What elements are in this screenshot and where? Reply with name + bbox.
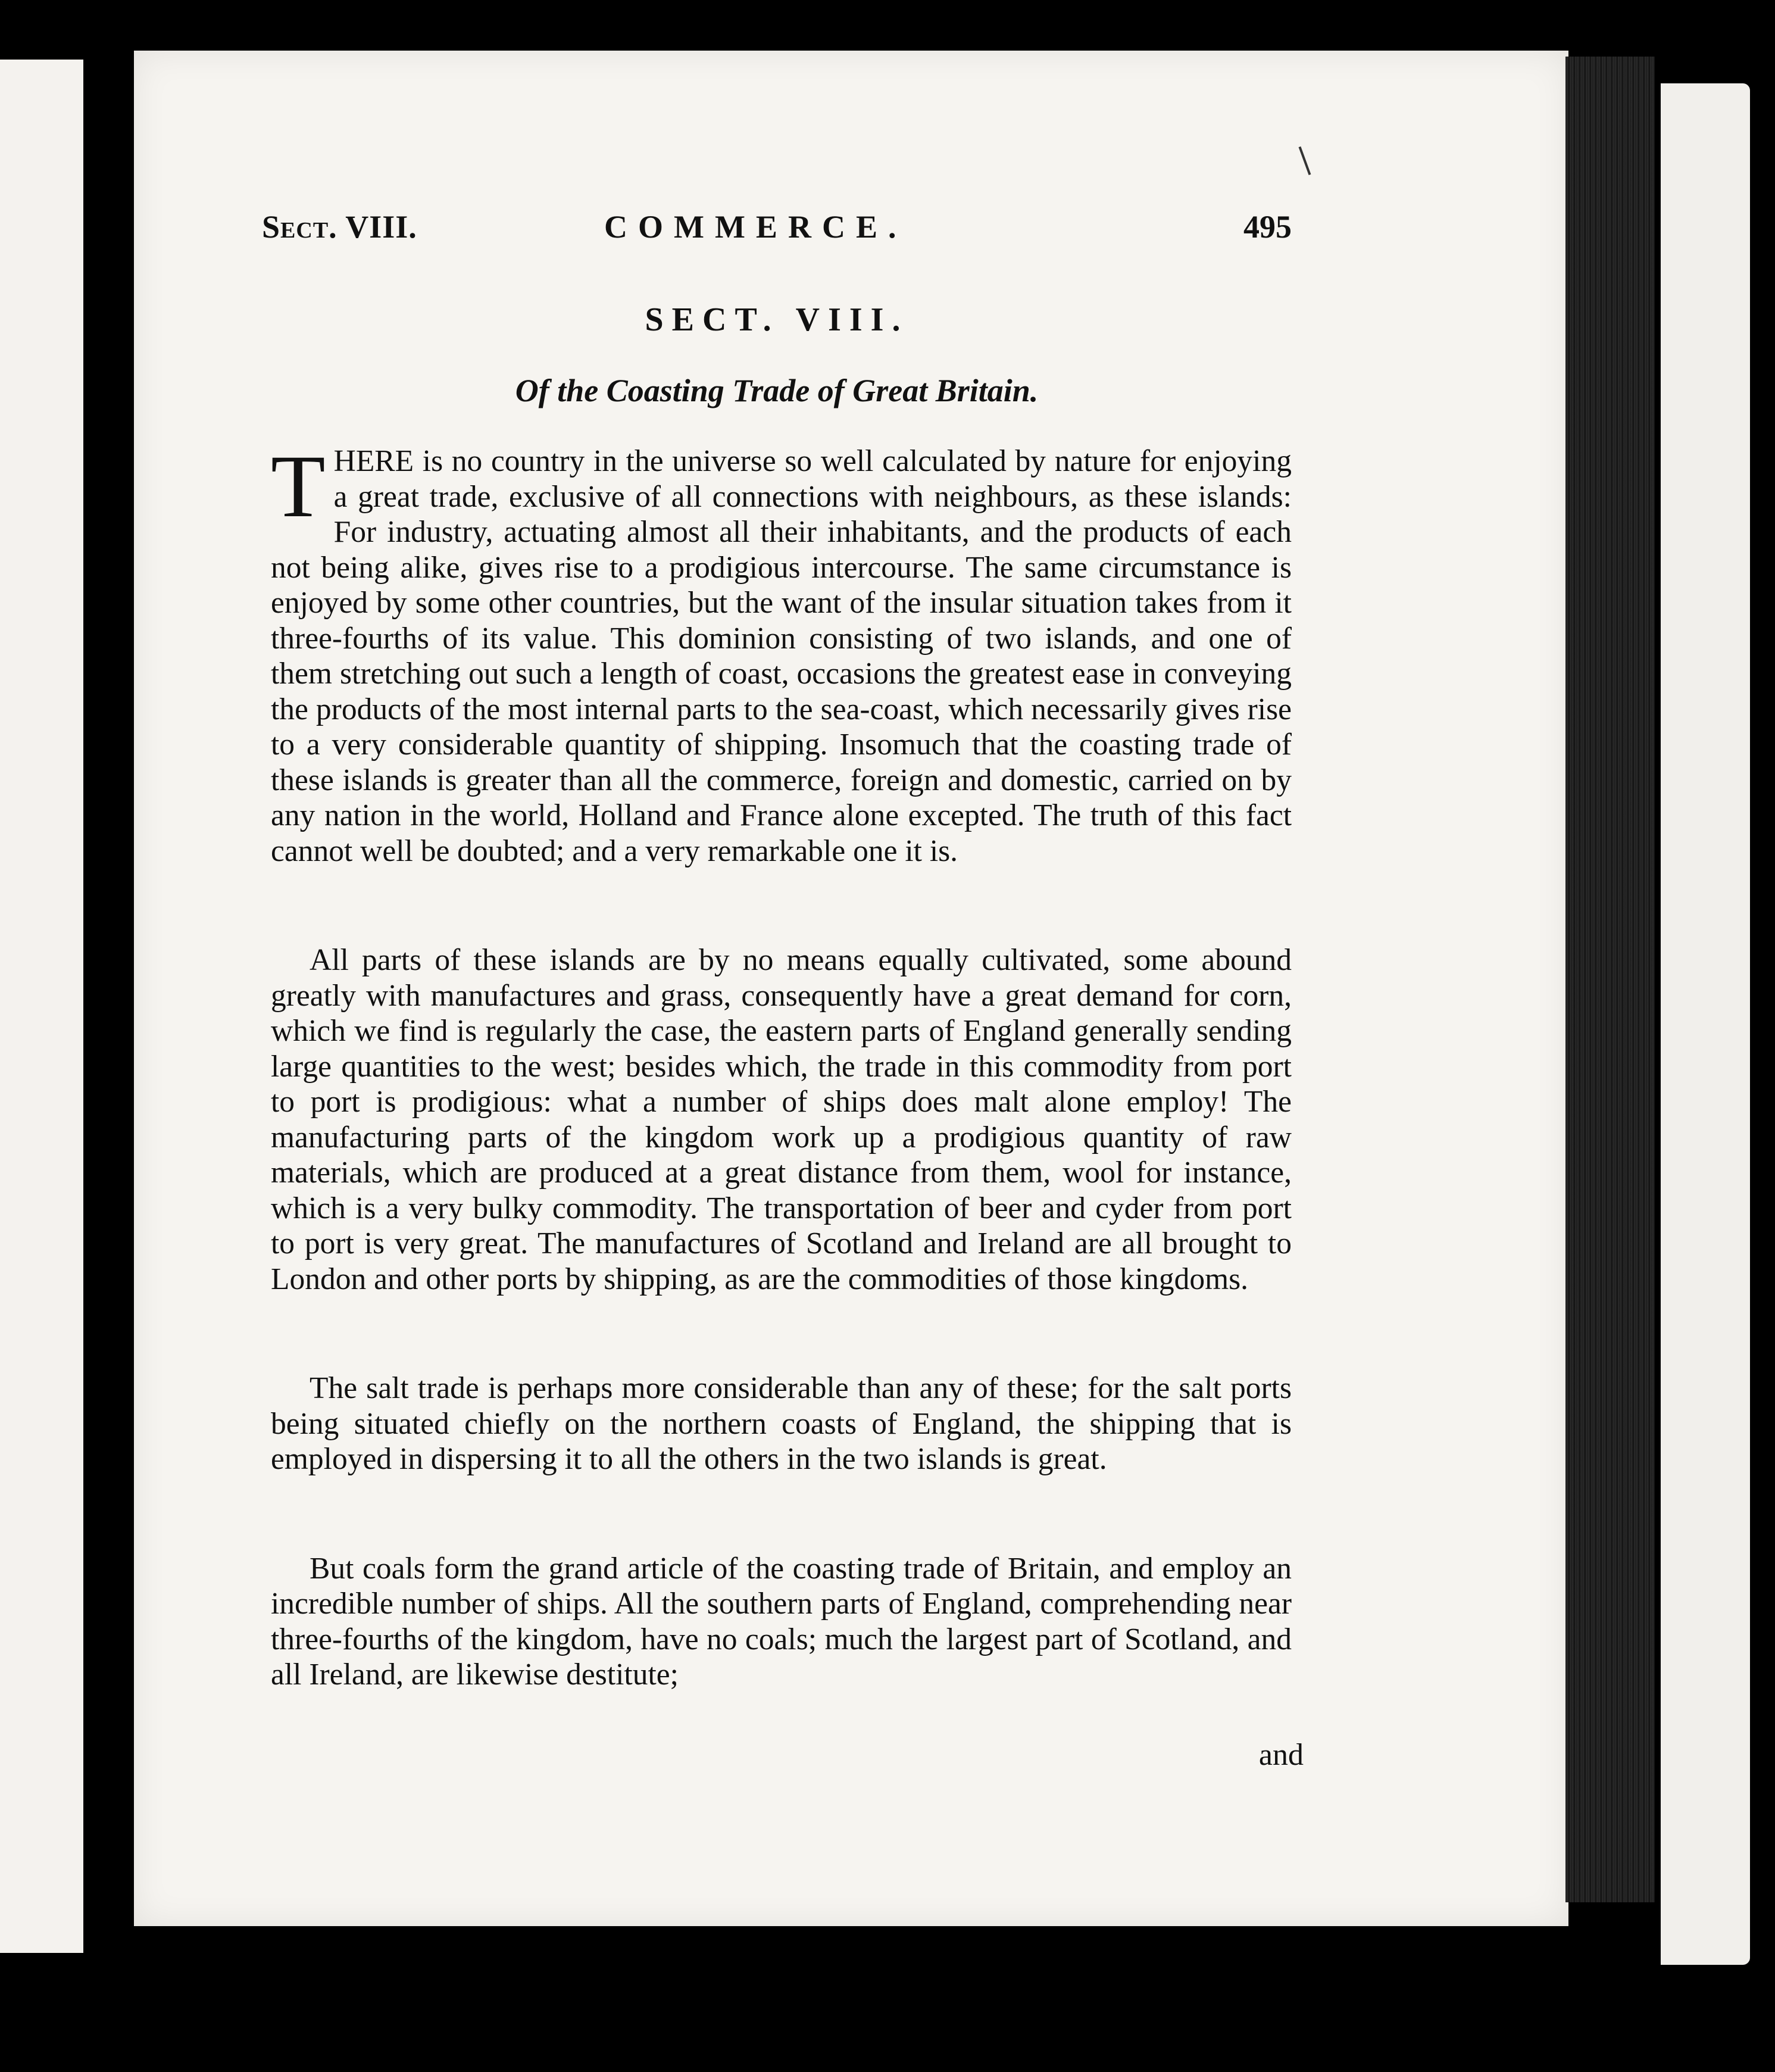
body-text [271,437,1292,1767]
paragraph-3: The salt trade is perhaps more considerable than any of these; for the salt ports being situated chiefly on the northern coasts of England, the shipping that is employed in dispersing it to all the others in the two islands is great. [271,1371,1292,1476]
section-title: SECT. VIII. [645,301,909,338]
running-head-section: Sect. VIII. [262,209,417,245]
paragraph-1 [271,437,1292,869]
page-number: 495 [1243,209,1292,245]
running-head-title: COMMERCE. [604,209,907,245]
paragraph-2: All parts of these islands are by no means equally cultivated, some abound greatly with manufactures and grass, consequently have a great demand for corn, which we find is regularly the case, the eastern parts of England generally sending large quantities to the west; besides which, the trade in this commodity from port to port is prodigious: what a number of ships does malt alone employ! The manufacturing parts of the kingdom work up a prodigious quantity of raw materials, which are produced at a great distance from them, wool for instance, which is a very bulky commodity. The transportation of beer and cyder from port to port is very great. The manufactures of Scotland and Ireland are all brought to London and other ports by shipping, as are the commodities of those kingdoms. [271,943,1292,1296]
paragraph-1-text: HERE is no country in the universe so well calculated by nature for enjoying a great trade, exclusive of all connections with neighbours, as these islands: For industry, actuating almost all their inhabitants, and the products of each not being alike, gives rise to a prodigious intercourse. The same circumstance is enjoyed by some other countries, but the want of the insular situation takes from it three-fourths of its value. This dominion consisting of two islands, and one of them stretching out such a length of coast, occasions the greatest ease in conveying the products of the most internal parts to the sea-coast, which necessarily gives rise to a very considerable quantity of shipping. Insomuch that the coasting trade of these islands is greater than all the commerce, foreign and domestic, carried on by any nation in the world, Holland and France alone excepted. The truth of this fact cannot well be doubted; and a very remarkable one it is. [271,444,1292,868]
page-edges [1565,57,1655,1902]
catchword: and [1258,1738,1304,1772]
left-page-edge [0,60,83,1953]
right-page-edge [1661,83,1750,1965]
drop-cap: T [271,437,326,536]
running-head [262,208,1292,256]
section-subtitle: Of the Coasting Trade of Great Britain. [515,373,1039,408]
paragraph-4: But coals form the grand article of the coasting trade of Britain, and employ an incredible number of ships. All the southern parts of England, comprehending near three-fourths of the kingdom, have no coals; much the largest part of Scotland, and all Ireland, are likewise destitute; [271,1551,1292,1692]
